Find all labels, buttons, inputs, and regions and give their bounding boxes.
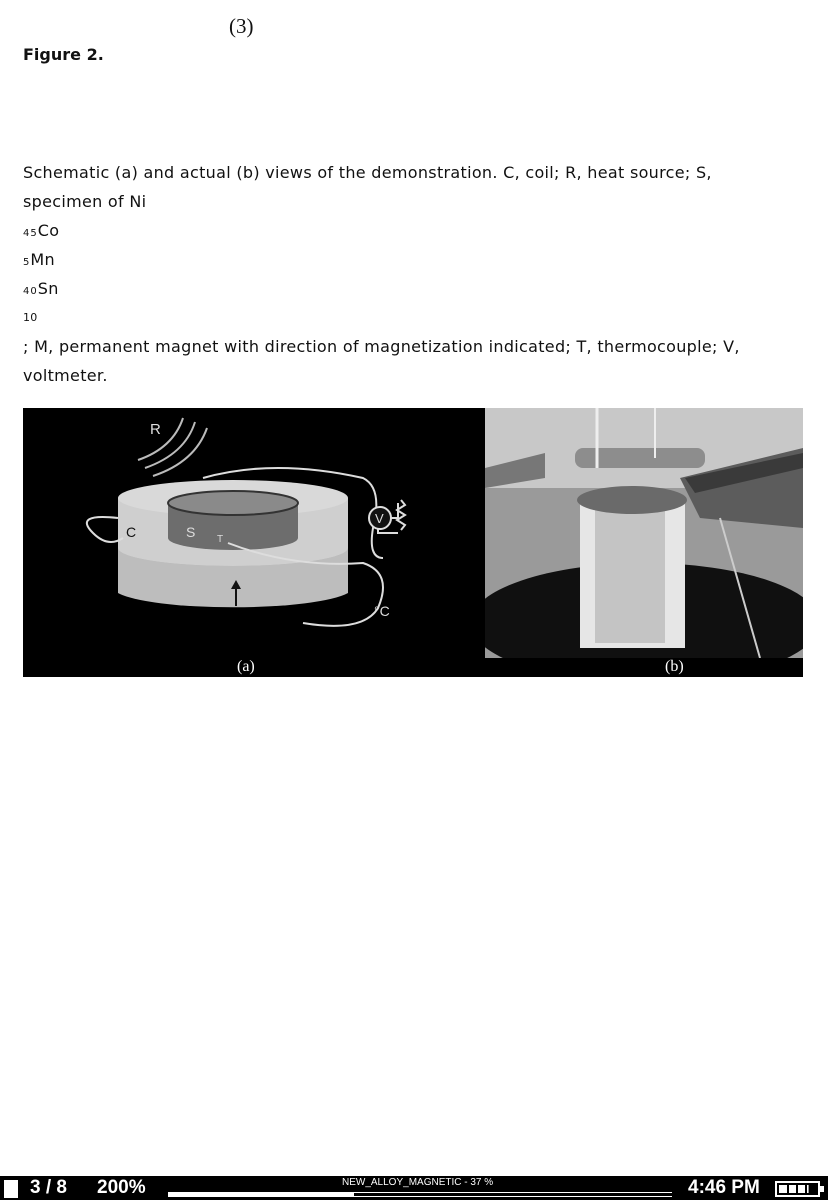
cobalt-subscript: 45 xyxy=(23,228,38,239)
tin-subscript: 40 xyxy=(23,286,38,297)
specimen-top xyxy=(168,491,298,515)
label-c: C xyxy=(126,524,137,540)
reader-status-bar xyxy=(0,1176,828,1200)
bookmark-marker[interactable] xyxy=(4,1180,18,1198)
caption-line-2: specimen of Ni xyxy=(23,192,147,211)
figure-title: Figure 2. xyxy=(23,45,104,64)
panel-label-b: (b) xyxy=(665,658,684,675)
caption-tin xyxy=(23,274,803,303)
battery-icon xyxy=(775,1181,825,1197)
cobalt-symbol: Co xyxy=(37,221,60,240)
schematic-drawing xyxy=(23,408,485,677)
manganese-symbol: Mn xyxy=(30,250,55,269)
caption-line-1: Schematic (a) and actual (b) views of the demonstration. C, coil; R, heat source; S, xyxy=(23,163,712,182)
label-deg-c: °C xyxy=(374,603,390,619)
figure-caption xyxy=(23,158,803,390)
clock: 4:46 PM xyxy=(688,1177,760,1198)
label-s: S xyxy=(186,524,196,540)
caption-ten: 10 xyxy=(23,311,38,324)
label-r: R xyxy=(150,421,161,438)
figure-image xyxy=(23,408,803,677)
equation-number: (3) xyxy=(229,14,254,38)
caption-cobalt xyxy=(23,216,803,245)
caption-line-3: ; M, permanent magnet with direction of magnetization indicated; T, thermocouple; V, xyxy=(23,337,740,356)
label-t: T xyxy=(217,534,224,545)
reading-progress-fill xyxy=(168,1192,354,1197)
panel-label-a: (a) xyxy=(237,658,255,675)
document-name: NEW_ALLOY_MAGNETIC - 37 % xyxy=(342,1177,494,1188)
page-indicator[interactable]: 3 / 8 xyxy=(30,1177,67,1198)
schematic-panel xyxy=(23,408,485,677)
manganese-subscript: 5 xyxy=(23,257,31,268)
photo-panel xyxy=(485,408,803,677)
clamp-arm xyxy=(575,448,705,468)
zoom-level[interactable]: 200% xyxy=(97,1177,146,1198)
photo-drawing xyxy=(485,408,803,677)
tin-symbol: Sn xyxy=(37,279,59,298)
caption-line-4: voltmeter. xyxy=(23,366,108,385)
label-v: V xyxy=(375,511,384,526)
caption-manganese xyxy=(23,245,803,274)
